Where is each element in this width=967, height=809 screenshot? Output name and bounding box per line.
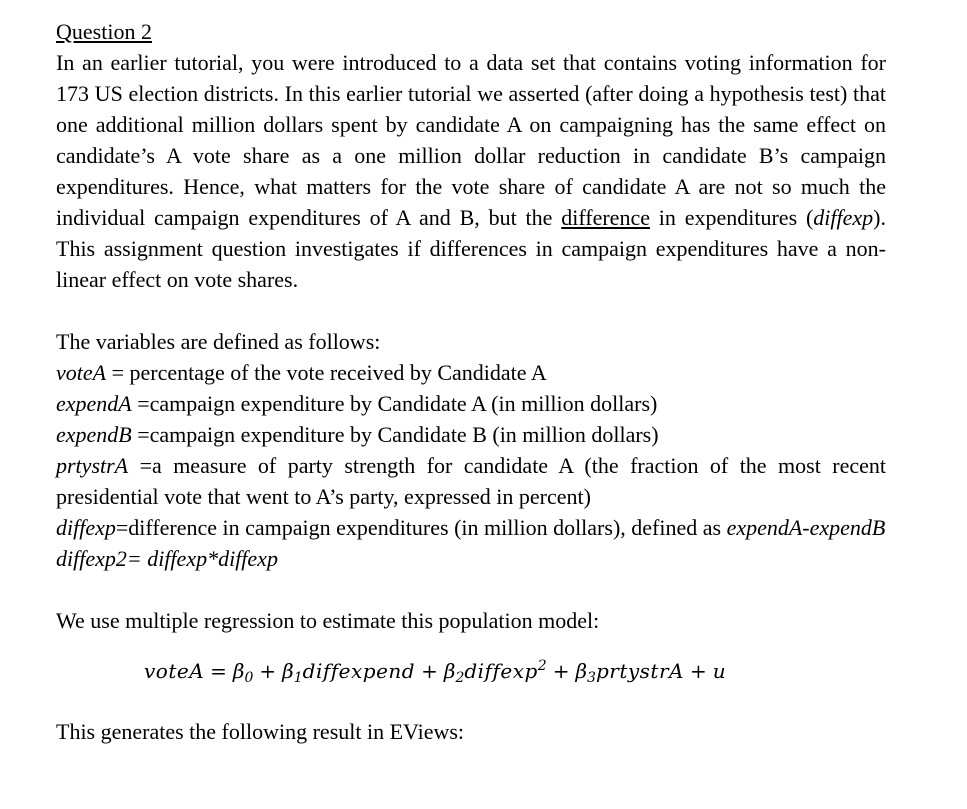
spacer: [56, 295, 886, 326]
model-intro: We use multiple regression to estimate this population model:: [56, 608, 600, 633]
definition-expendb: [56, 419, 886, 450]
definition-diffexp: [56, 512, 886, 543]
definition-text: =difference in campaign expenditures (in million dollars), defined as: [115, 515, 727, 540]
model-equals: =: [210, 659, 227, 683]
definition-name: expendA: [56, 391, 132, 416]
definition-name: prtystrA: [56, 453, 129, 478]
model-beta1-subscript: 1: [293, 670, 303, 686]
definition-text: = percentage of the vote received by Candidate A: [106, 360, 547, 385]
intro-text-2: in expenditures (: [649, 205, 814, 230]
definition-formula: expendA-expendB: [726, 515, 886, 540]
definition-text: =campaign expenditure by Candidate A (in million dollars): [131, 391, 658, 416]
model-beta1: β: [282, 659, 294, 683]
model-beta3: β: [575, 659, 588, 683]
model-var3: prtystrA: [595, 659, 684, 683]
definition-diffexp2: diffexp2= diffexp*diffexp: [56, 546, 278, 571]
intro-text-3: ). This assignment question investigates if differences in campaign expenditures have a non-linear effect on vote shares.: [56, 205, 886, 292]
intro-text-1: In an earlier tutorial, you were introduced to a data set that contains voting information for 173 US election districts. In this earlier tutorial we asserted (after doing a hypothesis test) that one additional million dollars spent by candidate A on campaigning has the same effect on candidate’s A vote share as a one million dollar reduction in candidate B’s campaign expenditures. Hence, what matters for the vote share of candidate A are not so much the individual campaign expenditures of A and B, but the: [56, 50, 886, 230]
definition-votea: [56, 357, 886, 388]
document-page: [56, 16, 886, 747]
definition-expenda: [56, 388, 886, 419]
intro-underlined-word: difference: [561, 205, 650, 230]
model-var2: diffexp: [464, 659, 538, 683]
definition-name: diffexp: [56, 515, 116, 540]
model-lhs: voteA: [144, 659, 205, 683]
definition-text: =campaign expenditure by Candidate B (in million dollars): [131, 422, 659, 447]
model-beta0: β: [232, 659, 245, 683]
model-beta0-subscript: 0: [244, 670, 254, 686]
model-plus: +: [689, 659, 707, 683]
definitions-intro: The variables are defined as follows:: [56, 329, 381, 354]
model-plus: +: [552, 659, 570, 683]
model-plus: +: [259, 659, 277, 683]
model-beta2-subscript: 2: [455, 670, 465, 686]
question-heading: Question 2: [56, 19, 152, 44]
model-beta3-subscript: 3: [587, 670, 596, 686]
intro-paragraph: [56, 47, 886, 295]
definitions-block: [56, 326, 886, 574]
intro-variable: diffexp: [813, 205, 874, 230]
closing-text: This generates the following result in EViews:: [56, 719, 465, 744]
definition-name: voteA: [56, 360, 107, 385]
definition-name: expendB: [56, 422, 132, 447]
definition-prtystra: [56, 450, 886, 512]
model-var2-superscript: 2: [537, 658, 547, 674]
model-error-term: u: [712, 659, 726, 683]
definition-text: =a measure of party strength for candidate A (the fraction of the most recent presidential vote that went to A’s party, expressed in percent): [56, 453, 886, 509]
model-beta2: β: [443, 659, 456, 683]
population-model-equation: [144, 654, 886, 688]
spacer: [56, 574, 886, 605]
model-plus: +: [421, 659, 438, 683]
model-var1: diffexpend: [302, 659, 416, 683]
